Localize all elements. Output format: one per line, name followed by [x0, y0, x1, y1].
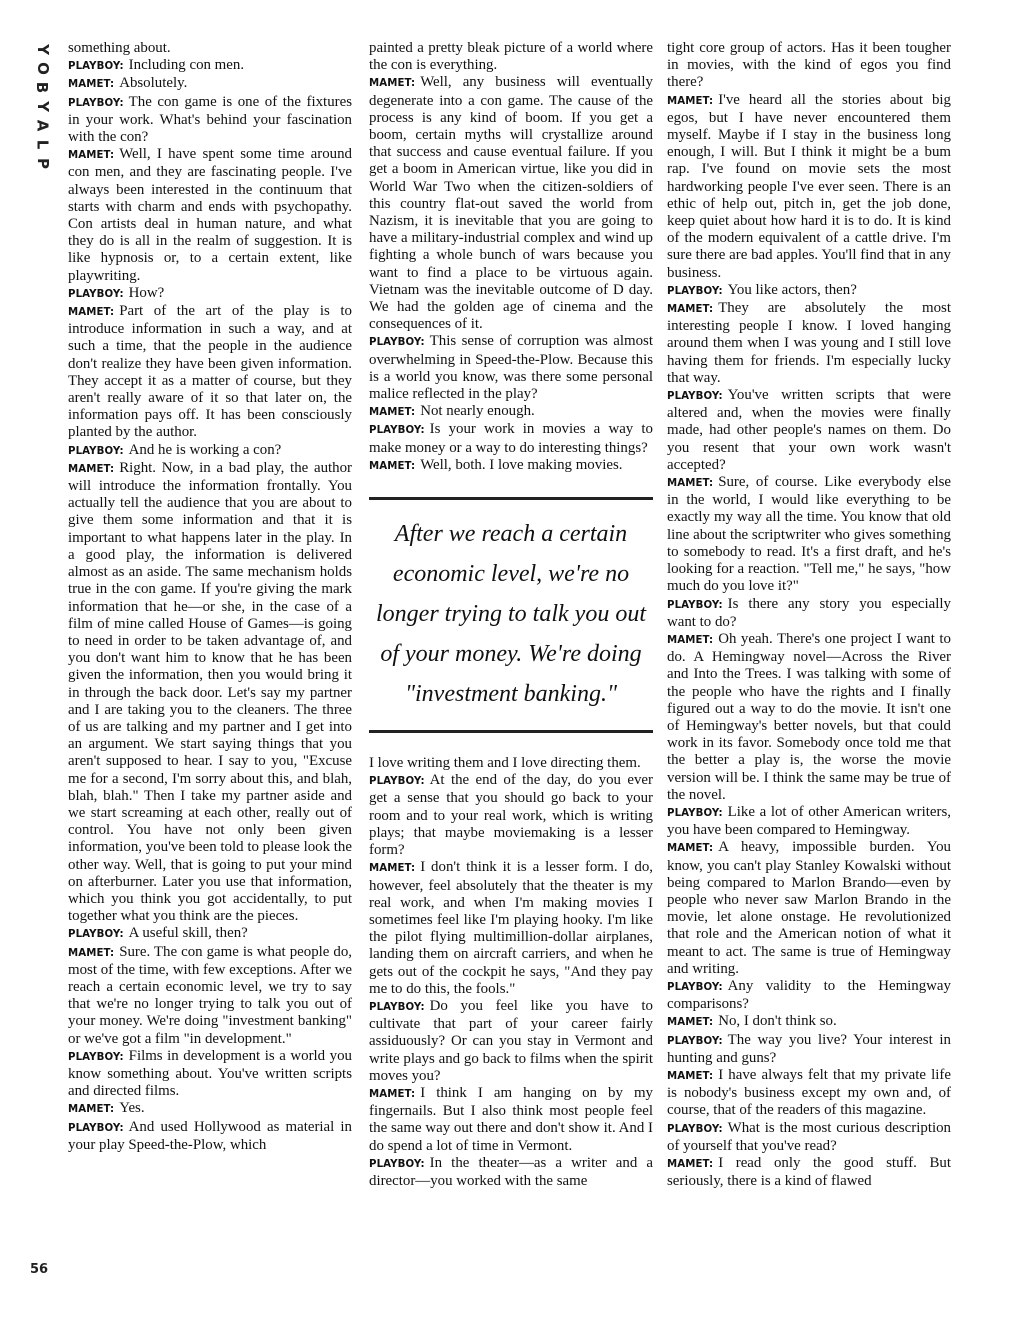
sidebar-letter: O: [33, 62, 52, 75]
interview-paragraph: [667, 804, 951, 839]
paragraph-text: I love writing them and I love directing them.: [369, 755, 641, 772]
speaker-label: PLAYBOY:: [68, 929, 124, 941]
speaker-label: MAMET:: [667, 1017, 714, 1029]
speaker-label: PLAYBOY:: [68, 288, 124, 300]
interview-paragraph: [369, 998, 653, 1085]
interview-paragraph: [667, 387, 951, 474]
interview-paragraph: [667, 92, 951, 282]
speaker-label: MAMET:: [667, 843, 714, 855]
speaker-label: PLAYBOY:: [68, 61, 124, 73]
speaker-label: PLAYBOY:: [369, 1001, 425, 1013]
interview-paragraph: [68, 94, 352, 147]
paragraph-text: Films in development is a world you know something about. You've written scripts and directed films.: [68, 1047, 352, 1100]
interview-paragraph: [667, 1032, 951, 1067]
interview-paragraph: [667, 1013, 951, 1031]
speaker-label: MAMET:: [667, 634, 714, 646]
speaker-label: PLAYBOY:: [667, 391, 723, 403]
interview-paragraph: [68, 1100, 352, 1118]
column-2-bottom: [369, 755, 653, 1190]
sidebar-letter: A: [33, 119, 52, 132]
paragraph-text: Sure, of course. Like everybody else in the world, I would like everything to be exactly my way all the time. You know that old line about the scriptwriter who gives something to somebody to read. It's a first draft, and he's looking for a reaction. "Tell me," he says, "how much do you love it?": [667, 474, 951, 595]
paragraph-text: Sure. The con game is what people do, most of the time, with few exceptions. After we reach a certain economic level, we try to say that we're no longer trying to talk you out of your money. We're doing "investment banking" or we've got a film "in development.": [68, 943, 352, 1047]
interview-paragraph: [68, 1119, 352, 1154]
paragraph-text: I don't think it is a lesser form. I do, however, feel absolutely that the theater is my real work, and when I'm making movies I sometimes feel like I'm playing hooky. I'm like the pilot flying multimillion-dollar airplanes, landing them on aircraft carriers, and when he gets out of the cockpit he says, "And they pay me to do this, the fools.": [369, 859, 653, 997]
speaker-label: PLAYBOY:: [667, 1123, 723, 1135]
paragraph-text: Oh yeah. There's one project I want to do. A Hemingway novel—Across the River and Into the Trees. I was talking with some of the people who have the rights and I finally figured out a way to do the movie. It isn't one of Hemingway's better novels, but that could work in its favor. Somebody once told me that the better a play is, the worse the movie version will be. I think the same may be true of the novel.: [667, 630, 951, 803]
interview-paragraph: [369, 755, 653, 772]
paragraph-text: The way you live? Your interest in hunting and guns?: [667, 1031, 951, 1066]
speaker-label: MAMET:: [667, 478, 714, 490]
paragraph-text: I think I am hanging on by my fingernails. But I also think most people feel the same way out there and don't show it. And I do spend a lot of time in Vermont.: [369, 1084, 653, 1154]
paragraph-text: A useful skill, then?: [128, 925, 248, 942]
paragraph-text: Well, any business will eventually degenerate into a con game. The cause of the process is any kind of boom. If you get a boom, certain myths will crystallize around that success and cause eventual failure. If you get a boom in American virtue, like you did in World War Two when the citizen-soldiers of this country flat-out saved the world from Nazism, it is inevitable that you are going to have a military-industrial complex and wind up fighting a whole bunch of wars because you want to find a place to be virtuous again. Vietnam was the inevitable outcome of D day. We had the golden age of cinema and the consequences of it.: [369, 74, 653, 333]
paragraph-text: Yes.: [119, 1100, 145, 1117]
paragraph-text: Including con men.: [128, 57, 245, 74]
paragraph-text: This sense of corruption was almost overwhelming in Speed-the-Plow. Because this is a world you know, was there some personal malice reflected in the play?: [369, 333, 653, 403]
paragraph-text: tight core group of actors. Has it been tougher in movies, with the kind of egos you find there?: [667, 40, 951, 91]
paragraph-text: How?: [128, 284, 165, 301]
interview-paragraph: [667, 1155, 951, 1190]
page-number: 56: [30, 1262, 49, 1277]
interview-paragraph: [68, 285, 352, 303]
speaker-label: MAMET:: [68, 947, 115, 959]
sidebar-letter: P: [33, 158, 52, 169]
interview-paragraph: [369, 421, 653, 456]
speaker-label: MAMET:: [369, 78, 416, 90]
paragraph-text: Absolutely.: [119, 75, 188, 92]
interview-paragraph: [369, 772, 653, 859]
speaker-label: MAMET:: [667, 304, 714, 316]
interview-paragraph: [369, 457, 653, 475]
interview-paragraph: [68, 57, 352, 75]
interview-paragraph: [667, 631, 951, 804]
paragraph-text: No, I don't think so.: [718, 1013, 837, 1030]
speaker-label: PLAYBOY:: [68, 97, 124, 109]
interview-paragraph: [68, 442, 352, 460]
paragraph-text: I've heard all the stories about big egos, but I have never encountered them myself. Maybe if I stay in the business long enough, I will. But I think it might be a bum rap. I've found on movie sets the most hardworking people I've ever seen. There is an ethic of help out, pitch in, get the job done, keep quiet about how hard it is to do. It is kind of the modern equivalent of a cattle drive. I'm sure there are bad apples. You'll find that in any business.: [667, 91, 951, 281]
interview-paragraph: [667, 978, 951, 1013]
speaker-label: MAMET:: [68, 463, 115, 475]
paragraph-text: Well, I have spent some time around con men, and they are fascinating people. I've always been interested in the continuum that starts with charm and ends with psychopathy. Con artists deal in human nature, and what they do is all in the realm of suggestion. It is like hypnosis or, to a certain extent, like playwriting.: [68, 146, 352, 284]
paragraph-text: And used Hollywood as material in your play Speed-the-Plow, which: [68, 1118, 352, 1153]
sidebar-letter: L: [33, 139, 52, 150]
speaker-label: PLAYBOY:: [68, 445, 124, 457]
pull-quote-text: After we reach a certain economic level, we're no longer trying to talk you out of your money. We're doing "investment banking.": [376, 521, 646, 708]
interview-paragraph: [667, 40, 951, 92]
paragraph-text: Well, both. I love making movies.: [420, 456, 623, 473]
speaker-label: PLAYBOY:: [68, 1051, 124, 1063]
speaker-label: MAMET:: [369, 1088, 416, 1100]
paragraph-text: The con game is one of the fixtures in your work. What's behind your fascination with the con?: [68, 93, 352, 146]
paragraph-text: something about.: [68, 40, 171, 56]
interview-paragraph: [68, 146, 352, 285]
text-column-2: [369, 40, 653, 1190]
speaker-label: PLAYBOY:: [667, 285, 723, 297]
interview-paragraph: [667, 474, 951, 595]
speaker-label: MAMET:: [68, 1104, 115, 1116]
sidebar-letter: Y: [33, 101, 52, 112]
paragraph-text: Is there any story you especially want to do?: [667, 595, 951, 630]
speaker-label: PLAYBOY:: [68, 1122, 124, 1134]
interview-paragraph: [68, 944, 352, 1048]
paragraph-text: What is the most curious description of yourself that you've read?: [667, 1119, 951, 1154]
interview-paragraph: [68, 40, 352, 57]
speaker-label: MAMET:: [667, 1070, 714, 1082]
interview-paragraph: [667, 282, 951, 300]
paragraph-text: Right. Now, in a bad play, the author will introduce the information frontally. You actually tell the audience that you are about to give them some information and that it is important to what happens later in the play. In a good play, the information is delivered almost as an aside. The same mechanism holds true in the con game. If you're giving the mark information that he—or she, in the case of a film of mine called House of Games—is going to need in order to be taken advantage of, and you don't want him to know that he has been given the information, then you would bring it in through the back door. Let's say my partner and I are taking you to the cleaners. The three of us are talking and my partner and I get into an argument. We start saying things that you aren't supposed to hear. I say to you, "Excuse me for a second, I'm sorry about this, and blah, blah, blah." Then I take my partner aside and we start screaming at each other, really out of control. You have not only been given information, you've been told to please look the other way. Well, that is going to put your mind on afterburner. Later you use that information, which you think you got accidentally, to put together what you think are the pieces.: [68, 459, 352, 925]
paragraph-text: You like actors, then?: [727, 281, 857, 298]
paragraph-text: You've written scripts that were altered and, when the movies were finally made, had other people's names on them. Do you resent that your own work wasn't accepted?: [667, 387, 951, 473]
paragraph-text: I read only the good stuff. But seriously, there is a kind of flawed: [667, 1155, 951, 1190]
text-column-3: [667, 40, 951, 1190]
interview-paragraph: [68, 1048, 352, 1101]
speaker-label: PLAYBOY:: [667, 807, 723, 819]
speaker-label: PLAYBOY:: [667, 599, 723, 611]
speaker-label: MAMET:: [369, 863, 416, 875]
paragraph-text: Part of the art of the play is to introduce information in such a way, and at such a time, that the people in the audience don't realize they have been given information. They accept it as a matter of course, but they aren't really aware of it so that later on, the information pays off. It has been consciously planted by the author.: [68, 303, 352, 441]
interview-paragraph: [667, 596, 951, 631]
paragraph-text: Not nearly enough.: [420, 403, 535, 420]
sidebar-letter: Y: [33, 44, 52, 55]
interview-paragraph: [667, 839, 951, 978]
interview-paragraph: [667, 1067, 951, 1120]
paragraph-text: Like a lot of other American writers, you have been compared to Hemingway.: [667, 803, 951, 839]
speaker-label: MAMET:: [369, 460, 416, 472]
paragraph-text: Is your work in movies a way to make money or a way to do interesting things?: [369, 421, 653, 456]
speaker-label: MAMET:: [68, 307, 115, 319]
magazine-name-vertical: [32, 40, 52, 173]
speaker-label: PLAYBOY:: [667, 1035, 723, 1047]
column-2-top: [369, 40, 653, 475]
pull-quote: [369, 497, 653, 733]
speaker-label: PLAYBOY:: [667, 981, 723, 993]
interview-paragraph: [369, 333, 653, 403]
paragraph-text: Any validity to the Hemingway comparisons?: [667, 977, 951, 1013]
paragraph-text: They are absolutely the most interesting people I know. I loved hanging around them when I was young and I still love having them for friends. I'm especially lucky that way.: [667, 300, 951, 386]
paragraph-text: painted a pretty bleak picture of a world where the con is everything.: [369, 40, 653, 74]
paragraph-text: A heavy, impossible burden. You know, you can't play Stanley Kowalski without being compared to Marlon Brando—even by people who never saw Marlon Brando in the movie, let alone onstage. He revolutionized that role and the American notion of what it meant to act. The same is true of Hemingway and writing.: [667, 839, 951, 977]
speaker-label: PLAYBOY:: [369, 1158, 425, 1170]
interview-paragraph: [68, 75, 352, 93]
interview-paragraph: [369, 1085, 653, 1155]
interview-paragraph: [369, 859, 653, 998]
interview-paragraph: [667, 1120, 951, 1155]
interview-paragraph: [68, 303, 352, 442]
paragraph-text: I have always felt that my private life is nobody's business except my own and, of course, that of the readers of this magazine.: [667, 1066, 951, 1119]
interview-paragraph: [68, 925, 352, 943]
paragraph-text: And he is working a con?: [128, 441, 282, 458]
paragraph-text: At the end of the day, do you ever get a sense that you should go back to your room and to your real work, which is writing plays; that maybe moviemaking is a lesser form?: [369, 772, 653, 859]
sidebar-letter: B: [33, 81, 52, 94]
interview-paragraph: [369, 74, 653, 333]
speaker-label: MAMET:: [68, 79, 115, 91]
paragraph-text: Do you feel like you have to cultivate that part of your career fairly assiduously? Or can you stay in Vermont and write plays and go back to films when the spirit moves you?: [369, 997, 653, 1084]
paragraph-text: In the theater—as a writer and a director—you worked with the same: [369, 1154, 653, 1189]
speaker-label: MAMET:: [667, 95, 714, 107]
interview-paragraph: [369, 403, 653, 421]
speaker-label: PLAYBOY:: [369, 425, 425, 437]
interview-paragraph: [667, 300, 951, 387]
interview-paragraph: [369, 40, 653, 74]
speaker-label: MAMET:: [667, 1159, 714, 1170]
text-column-1: [68, 40, 352, 1154]
speaker-label: MAMET:: [369, 407, 416, 419]
speaker-label: PLAYBOY:: [369, 337, 425, 349]
interview-paragraph: [68, 460, 352, 925]
speaker-label: PLAYBOY:: [369, 776, 425, 788]
interview-paragraph: [369, 1155, 653, 1190]
speaker-label: MAMET:: [68, 150, 115, 162]
